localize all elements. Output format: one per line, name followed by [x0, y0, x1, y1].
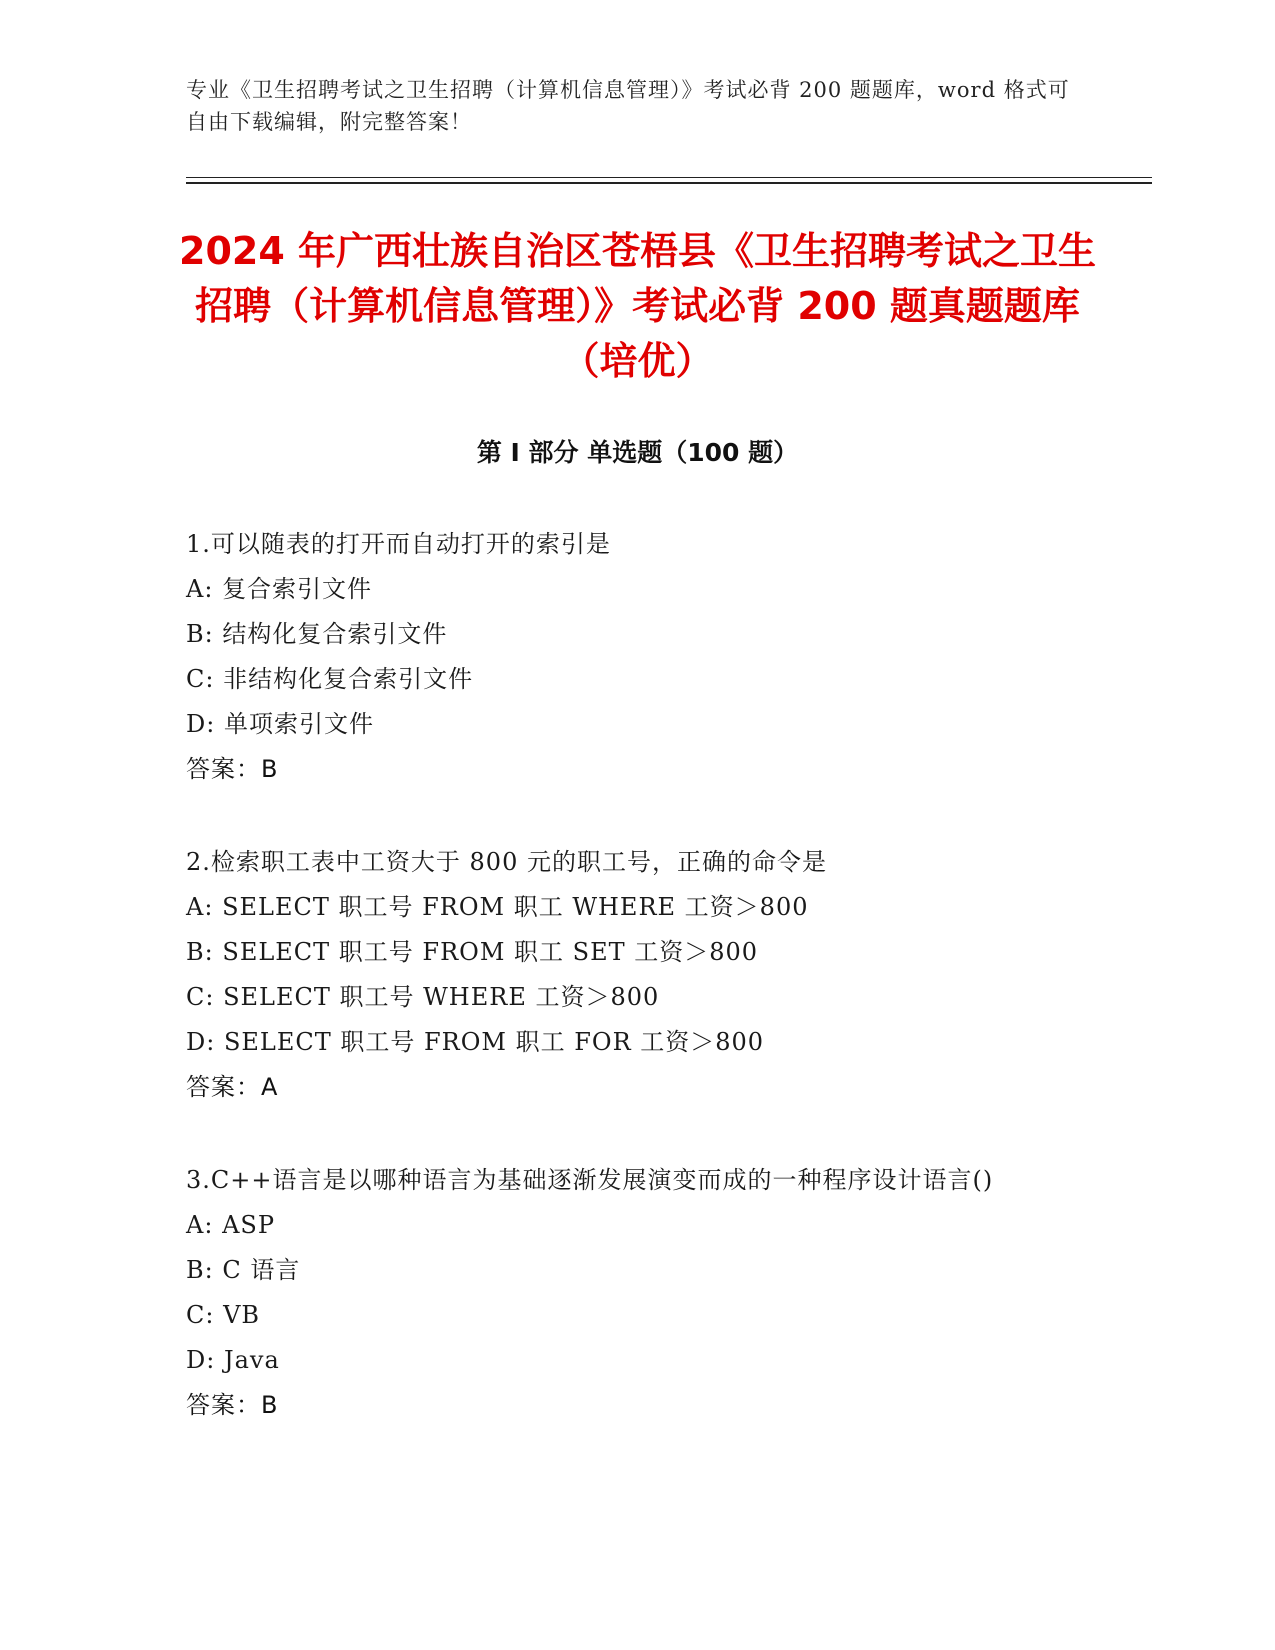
option-text: C 语言	[222, 1256, 301, 1284]
option-b	[186, 612, 1086, 657]
answer-line	[186, 747, 1086, 792]
answer-value: B	[261, 1391, 279, 1419]
option-text: SELECT 职工号 WHERE 工资＞800	[223, 983, 660, 1011]
option-letter: D:	[186, 1346, 216, 1374]
answer-value: B	[261, 755, 279, 783]
option-a	[186, 885, 1086, 930]
option-c	[186, 657, 1086, 702]
option-text: 复合索引文件	[222, 575, 373, 603]
option-c	[186, 1293, 1086, 1338]
question-stem: 2.检索职工表中工资大于 800 元的职工号，正确的命令是	[186, 848, 827, 876]
option-letter: A:	[186, 893, 214, 921]
option-b	[186, 1248, 1086, 1293]
option-text: SELECT 职工号 FROM 职工 WHERE 工资＞800	[222, 893, 809, 921]
answer-line	[186, 1383, 1086, 1428]
option-text: ASP	[222, 1211, 275, 1239]
option-letter: B:	[186, 938, 214, 966]
option-b	[186, 930, 1086, 975]
option-c	[186, 975, 1086, 1020]
answer-label: 答案：	[186, 755, 261, 783]
option-letter: C:	[186, 983, 215, 1011]
question-stem: 1.可以随表的打开而自动打开的索引是	[186, 530, 611, 558]
option-a	[186, 1203, 1086, 1248]
answer-label: 答案：	[186, 1391, 261, 1419]
question-1	[186, 522, 1086, 792]
option-d	[186, 1338, 1086, 1383]
option-d	[186, 702, 1086, 747]
header-note: 专业《卫生招聘考试之卫生招聘（计算机信息管理）》考试必背 200 题题库，word 格式可自由下载编辑，附完整答案！	[186, 78, 1070, 134]
answer-label: 答案：	[186, 1073, 261, 1101]
option-letter: B:	[186, 1256, 214, 1284]
option-text: VB	[223, 1301, 261, 1329]
option-text: 单项索引文件	[223, 710, 374, 738]
option-text: SELECT 职工号 FROM 职工 FOR 工资＞800	[223, 1028, 765, 1056]
option-letter: C:	[186, 1301, 215, 1329]
header-rule-thick	[186, 182, 1152, 184]
option-letter: D:	[186, 1028, 216, 1056]
option-letter: A:	[186, 575, 214, 603]
option-text: 非结构化复合索引文件	[223, 665, 474, 693]
option-letter: D:	[186, 710, 216, 738]
option-letter: B:	[186, 620, 214, 648]
option-letter: A:	[186, 1211, 214, 1239]
question-3	[186, 1158, 1086, 1428]
option-a	[186, 567, 1086, 612]
option-text: SELECT 职工号 FROM 职工 SET 工资＞800	[222, 938, 759, 966]
header-rule-thin	[186, 177, 1152, 178]
question-stem: 3.C++语言是以哪种语言为基础逐渐发展演变而成的一种程序设计语言()	[186, 1166, 994, 1194]
document-title: 2024 年广西壮族自治区苍梧县《卫生招聘考试之卫生招聘（计算机信息管理）》考试必背 200 题真题题库（培优）	[179, 229, 1096, 383]
option-letter: C:	[186, 665, 215, 693]
option-text: Java	[223, 1346, 280, 1374]
option-text: 结构化复合索引文件	[222, 620, 448, 648]
answer-line	[186, 1065, 1086, 1110]
question-2	[186, 840, 1086, 1110]
section-title: 第 I 部分 单选题（100 题）	[476, 438, 799, 467]
answer-value: A	[261, 1073, 279, 1101]
option-d	[186, 1020, 1086, 1065]
